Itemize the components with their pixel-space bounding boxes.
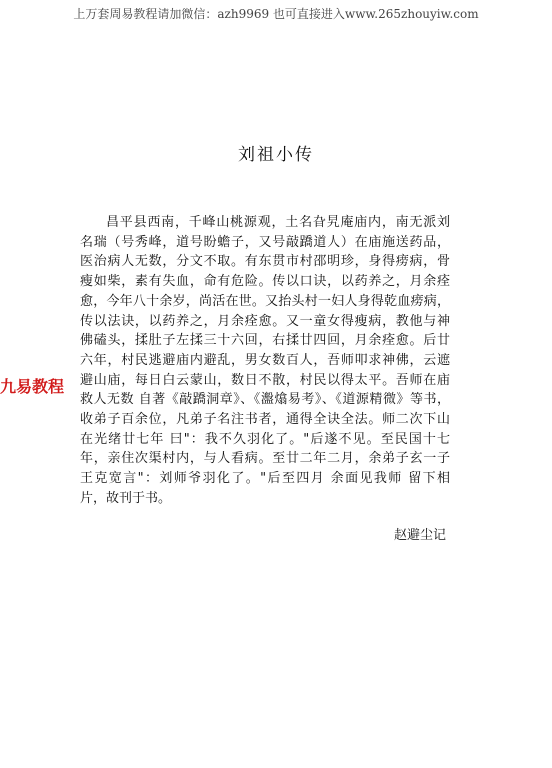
text-line: 医治病人无数，分文不取。有东贯市村邵明珍，身得痨病，骨: [80, 254, 450, 270]
text-line: 瘦如柴，素有失血，命有危险。传以口诀，以药养之，月余痊: [80, 274, 450, 290]
text-line: 佛磕头，揉肚子左揉三十六回，右揉廿四回，月余痊愈。后廿: [80, 333, 450, 349]
header-banner: 上万套周易教程请加微信：azh9969 也可直接进入www.265zhouyiw.com: [73, 7, 479, 21]
text-line: 六年，村民逃避庙内避乱，男女数百人，吾师叩求神佛，云遮: [80, 352, 450, 368]
text-line: 救人无数 自著《敲蹻洞章》、《瀊熻易考》、《道源精微》等书，: [80, 392, 450, 408]
text-line: 名瑞（号秀峰，道号盼蟾子，又号敲蹻道人）在庙施送药品，: [80, 234, 450, 250]
text-line: 昌平县西南，千峰山桃源观，土名旮旯庵庙内，南无派刘: [106, 215, 450, 230]
author-signature: 赵避尘记: [393, 528, 446, 543]
text-line: 传以法诀，以药养之，月余痊愈。又一童女得瘦病，教他与神: [80, 313, 450, 329]
text-line: 年，亲住次渠村内，与人看病。至廿二年二月，余弟子玄一子: [80, 451, 450, 467]
text-line: 收弟子百余位，凡弟子名注书者，通得全诀全法。师二次下山: [80, 412, 450, 428]
biography-paragraph: [80, 213, 450, 509]
text-line: 避山庙，每日白云蒙山，数日不散，村民以得太平。吾师在庙: [80, 372, 450, 388]
page-title: 刘祖小传: [238, 145, 314, 165]
text-line: 愈，今年八十余岁，尚活在世。又抬头村一妇人身得乾血痨病，: [80, 293, 450, 309]
watermark-label: 九易教程: [0, 377, 65, 396]
text-line: 片，故刊于书。: [80, 490, 172, 506]
text-line: 在光绪廿七年 曰"：我不久羽化了。"后遂不见。至民国十七: [80, 431, 450, 447]
text-line: 王克宽言"：刘师爷羽化了。"后至四月 余面见我师 留下相: [80, 471, 450, 487]
